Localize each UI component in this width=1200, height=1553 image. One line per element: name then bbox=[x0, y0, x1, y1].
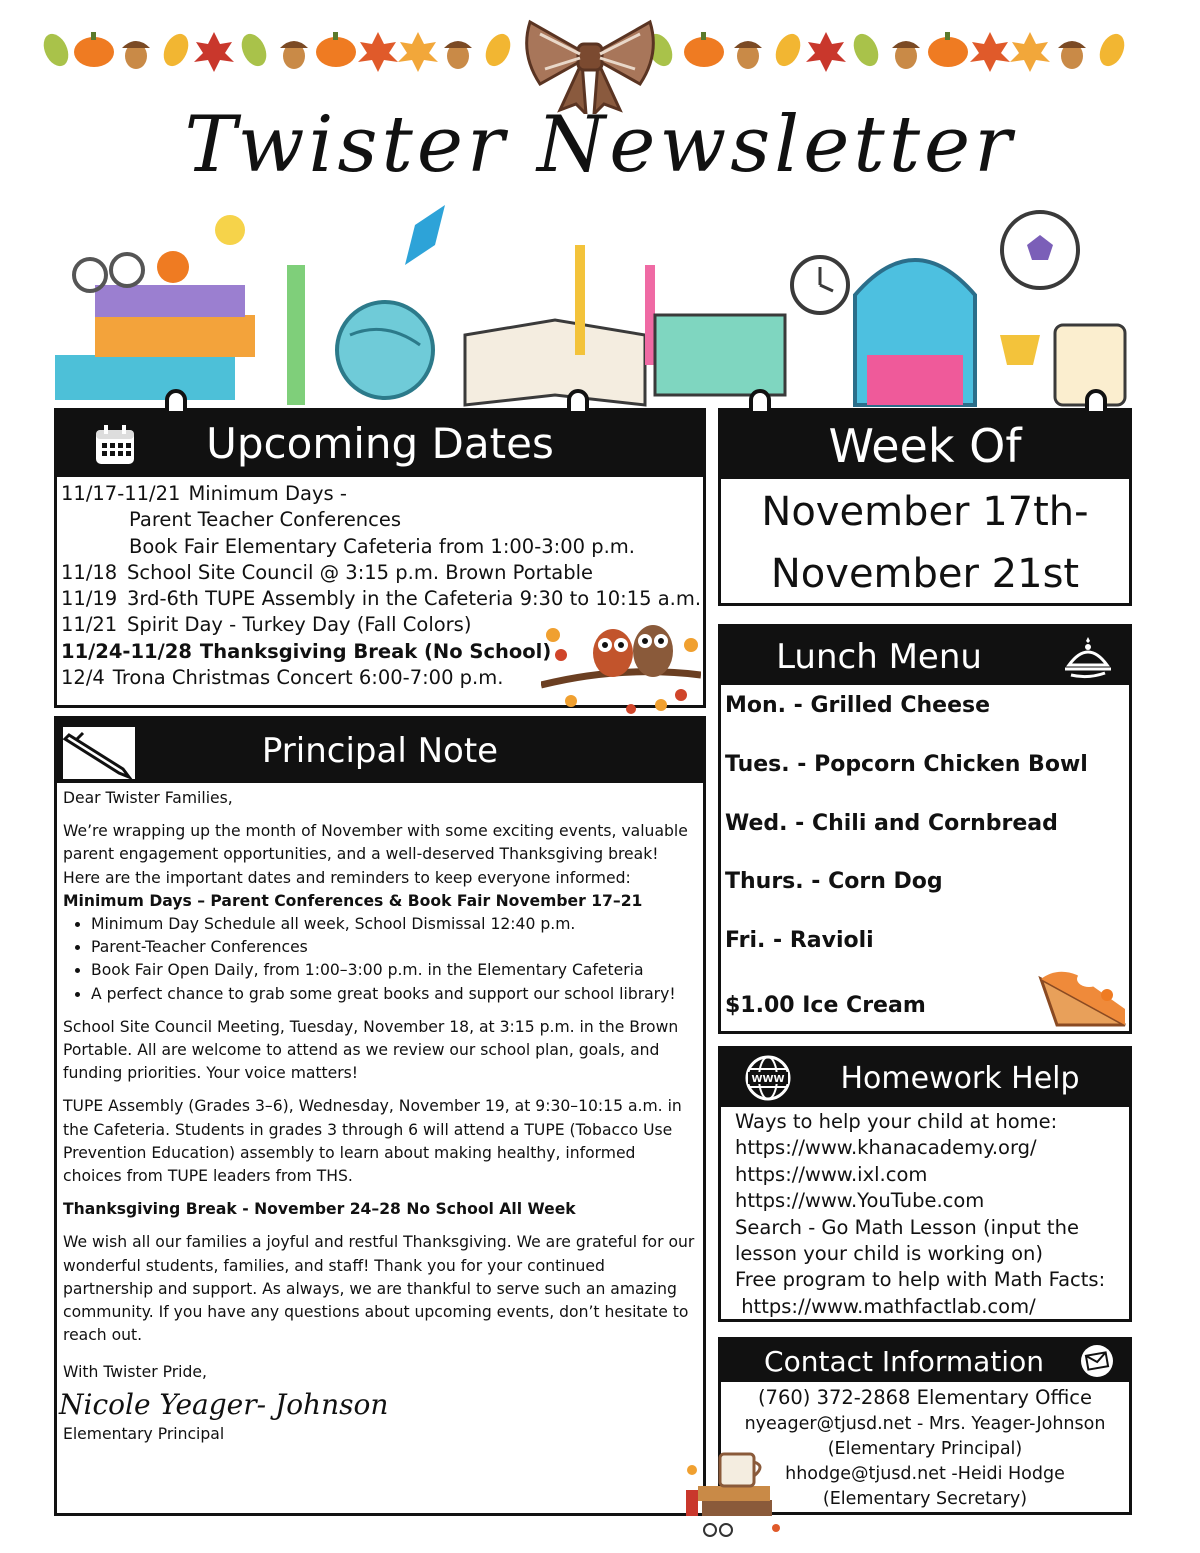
pumpkin-pie-icon bbox=[1037, 949, 1129, 1031]
pumpkin-icon bbox=[928, 32, 968, 67]
date-label: 11/21 bbox=[61, 613, 118, 637]
site-council-paragraph: School Site Council Meeting, Tuesday, November 18, at 3:15 p.m. in the Brown Portable. All are welcome to attend as we review our school plan, goals, and funding priorities. Your voice matters! bbox=[63, 1017, 679, 1083]
date-event: Thanksgiving Break (No School) bbox=[199, 639, 552, 663]
acorn-icon bbox=[122, 41, 150, 69]
week-of-panel bbox=[718, 408, 1132, 606]
date-event: Parent Teacher Conferences bbox=[129, 508, 402, 532]
date-label: 11/18 bbox=[61, 560, 118, 584]
acorn-icon bbox=[280, 41, 308, 69]
newsletter-title: Twister Newsletter bbox=[184, 100, 1016, 190]
leaf-icon bbox=[1095, 30, 1129, 70]
week-end: November 21st bbox=[770, 551, 1080, 597]
lightbulb-icon bbox=[215, 215, 245, 245]
list-item: • Book Fair Open Daily, from 1:00–3:00 p.m. in the Elementary Cafeteria bbox=[91, 959, 697, 982]
minimum-days-list bbox=[91, 913, 697, 1006]
lunch-item: Tues. - Popcorn Chicken Bowl bbox=[725, 751, 1088, 777]
lunch-item: Mon. - Grilled Cheese bbox=[725, 693, 990, 718]
principal-note-body bbox=[57, 783, 703, 1446]
pumpkin-icon bbox=[316, 32, 356, 67]
tupe-paragraph: TUPE Assembly (Grades 3–6), Wednesday, November 19, at 9:30–10:15 a.m. in the Cafeteria. Students in grades 3 through 6 will attend a TUPE (Tobacco Use Prevention Education) assembly to learn about making healthy, informed choices from TUPE leaders from THS. bbox=[63, 1097, 682, 1186]
date-event: Trona Christmas Concert 6:00-7:00 p.m. bbox=[112, 666, 504, 690]
intro-paragraph: We’re wrapping up the month of November with some exciting events, valuable parent engagement opportunities, and a well-deserved Thanksgiving break! Here are the important dates and reminders to keep everyone informed: bbox=[63, 822, 688, 887]
www-globe-icon bbox=[743, 1054, 793, 1102]
lunch-item: Fri. - Ravioli bbox=[725, 928, 874, 954]
owls-on-branch-icon bbox=[541, 605, 701, 717]
date-label: 11/19 bbox=[61, 587, 118, 611]
week-range bbox=[721, 479, 1129, 605]
rocket-icon bbox=[405, 205, 445, 265]
date-row bbox=[61, 507, 703, 533]
closing-paragraph: We wish all our families a joyful and restful Thanksgiving. We are grateful for our wonderful students, families, and staff! Thank you for your continued partnership and support. As always, we are thankful to serve such an amazing community. If you have any questions about upcoming events, don’t hesitate to reach out. bbox=[63, 1233, 695, 1345]
homework-link[interactable]: https://www.khanacademy.org/ bbox=[735, 1136, 1037, 1160]
leaf-icon bbox=[237, 30, 271, 70]
principal-signature: Nicole Yeager- Johnson bbox=[59, 1387, 389, 1421]
maple-leaf-icon bbox=[1010, 32, 1050, 72]
svg-text:WWW: WWW bbox=[751, 1074, 785, 1085]
date-row bbox=[61, 481, 703, 507]
leaf-icon bbox=[771, 30, 805, 70]
pumpkin-icon bbox=[74, 32, 114, 67]
laptop-book-icon bbox=[655, 315, 785, 395]
week-of-header bbox=[721, 411, 1129, 479]
greeting: Dear Twister Families, bbox=[63, 789, 233, 807]
mail-icon bbox=[1079, 1343, 1115, 1379]
homework-line: Ways to help your child at home: bbox=[735, 1110, 1058, 1133]
leaf-icon bbox=[39, 30, 73, 70]
date-event: 3rd-6th TUPE Assembly in the Cafeteria 9:30 to 10:15 a.m. bbox=[127, 587, 702, 611]
contact-header bbox=[721, 1340, 1129, 1382]
list-item: • A perfect chance to grab some great books and support our school library! bbox=[91, 983, 697, 1006]
acorn-icon bbox=[892, 41, 920, 69]
thanksgiving-heading: Thanksgiving Break - November 24–28 No School All Week bbox=[63, 1200, 576, 1219]
list-item: • Minimum Day Schedule all week, School Dismissal 12:40 p.m. bbox=[91, 913, 697, 936]
maple-leaf-icon bbox=[194, 32, 234, 72]
alarm-clock-icon bbox=[792, 257, 848, 313]
list-item: • Parent-Teacher Conferences bbox=[91, 936, 697, 959]
acorn-icon bbox=[734, 41, 762, 69]
homework-list bbox=[721, 1107, 1129, 1320]
maple-leaf-icon bbox=[398, 32, 438, 72]
principal-note-panel bbox=[54, 716, 706, 1516]
principal-email[interactable]: nyeager@tjusd.net - Mrs. Yeager-Johnson bbox=[744, 1414, 1106, 1434]
lunch-item: Thurs. - Corn Dog bbox=[725, 869, 943, 895]
homework-line: lesson your child is working on) bbox=[735, 1242, 1043, 1266]
date-label: 12/4 bbox=[61, 666, 105, 690]
calendar-icon bbox=[93, 423, 137, 467]
school-supplies-illustration bbox=[55, 205, 1135, 415]
secretary-role: (Elementary Secretary) bbox=[822, 1489, 1028, 1509]
acorn-icon bbox=[1058, 41, 1086, 69]
globe-icon bbox=[337, 302, 433, 398]
ruler-icon bbox=[287, 265, 305, 405]
homework-line: Free program to help with Math Facts: bbox=[735, 1268, 1106, 1292]
backpack-icon bbox=[855, 260, 975, 405]
homework-line: Search - Go Math Lesson (input the bbox=[735, 1215, 1079, 1239]
soccer-ball-icon bbox=[1002, 212, 1078, 288]
principal-note-title: Principal Note bbox=[261, 731, 499, 771]
upcoming-dates-panel bbox=[54, 408, 706, 708]
week-start: November 17th- bbox=[761, 489, 1089, 535]
leaf-icon bbox=[849, 30, 883, 70]
homework-link[interactable]: https://www.ixl.com bbox=[735, 1162, 928, 1186]
homework-help-title: Homework Help bbox=[840, 1061, 1080, 1096]
plaid-bow-icon bbox=[520, 14, 660, 114]
date-event: Minimum Days - bbox=[188, 482, 347, 505]
date-row bbox=[61, 534, 703, 560]
lunch-menu-header bbox=[721, 627, 1129, 685]
office-phone: (760) 372-2868 Elementary Office bbox=[757, 1386, 1093, 1409]
homework-link[interactable]: https://www.mathfactlab.com/ bbox=[735, 1294, 1036, 1318]
lunch-menu-title: Lunch Menu bbox=[776, 637, 982, 677]
book-stack-icon bbox=[55, 251, 255, 400]
date-event: School Site Council @ 3:15 p.m. Brown Portable bbox=[127, 560, 594, 584]
sign-off: With Twister Pride, bbox=[63, 1363, 207, 1382]
open-book-icon bbox=[465, 320, 645, 405]
principal-note-header bbox=[57, 719, 703, 783]
signer-title: Elementary Principal bbox=[63, 1424, 225, 1443]
maple-leaf-icon bbox=[806, 32, 846, 72]
lunch-item: $1.00 Ice Cream bbox=[725, 992, 926, 1018]
date-label: 11/17-11/21 bbox=[61, 482, 181, 505]
acorn-icon bbox=[444, 41, 472, 69]
week-of-title: Week Of bbox=[828, 419, 1022, 473]
homework-help-header bbox=[721, 1049, 1129, 1107]
principal-role: (Elementary Principal) bbox=[827, 1439, 1023, 1459]
cloche-icon bbox=[1061, 633, 1115, 679]
pen-icon bbox=[63, 727, 135, 779]
pumpkin-icon bbox=[684, 32, 724, 67]
trophy-icon bbox=[1000, 335, 1040, 365]
homework-help-panel bbox=[718, 1046, 1132, 1322]
minimum-days-heading: Minimum Days – Parent Conferences & Book Fair November 17–21 bbox=[63, 891, 643, 910]
lunch-menu-panel bbox=[718, 624, 1132, 1034]
leaf-icon bbox=[481, 30, 515, 70]
coffee-books-icon bbox=[680, 1440, 790, 1540]
maple-leaf-icon bbox=[358, 32, 398, 72]
date-event: Spirit Day - Turkey Day (Fall Colors) bbox=[127, 613, 472, 637]
upcoming-dates-title: Upcoming Dates bbox=[206, 419, 554, 468]
date-event: Book Fair Elementary Cafeteria from 1:00-3:00 p.m. bbox=[129, 534, 635, 558]
lunch-item: Wed. - Chili and Cornbread bbox=[725, 810, 1058, 836]
upcoming-dates-header bbox=[57, 411, 703, 477]
secretary-email[interactable]: hhodge@tjusd.net -Heidi Hodge bbox=[785, 1464, 1065, 1484]
maple-leaf-icon bbox=[970, 32, 1010, 72]
date-label: 11/24-11/28 bbox=[61, 639, 192, 663]
date-row bbox=[61, 560, 703, 586]
leaf-icon bbox=[159, 30, 193, 70]
homework-link[interactable]: https://www.YouTube.com bbox=[735, 1189, 985, 1213]
contact-title: Contact Information bbox=[764, 1345, 1044, 1378]
